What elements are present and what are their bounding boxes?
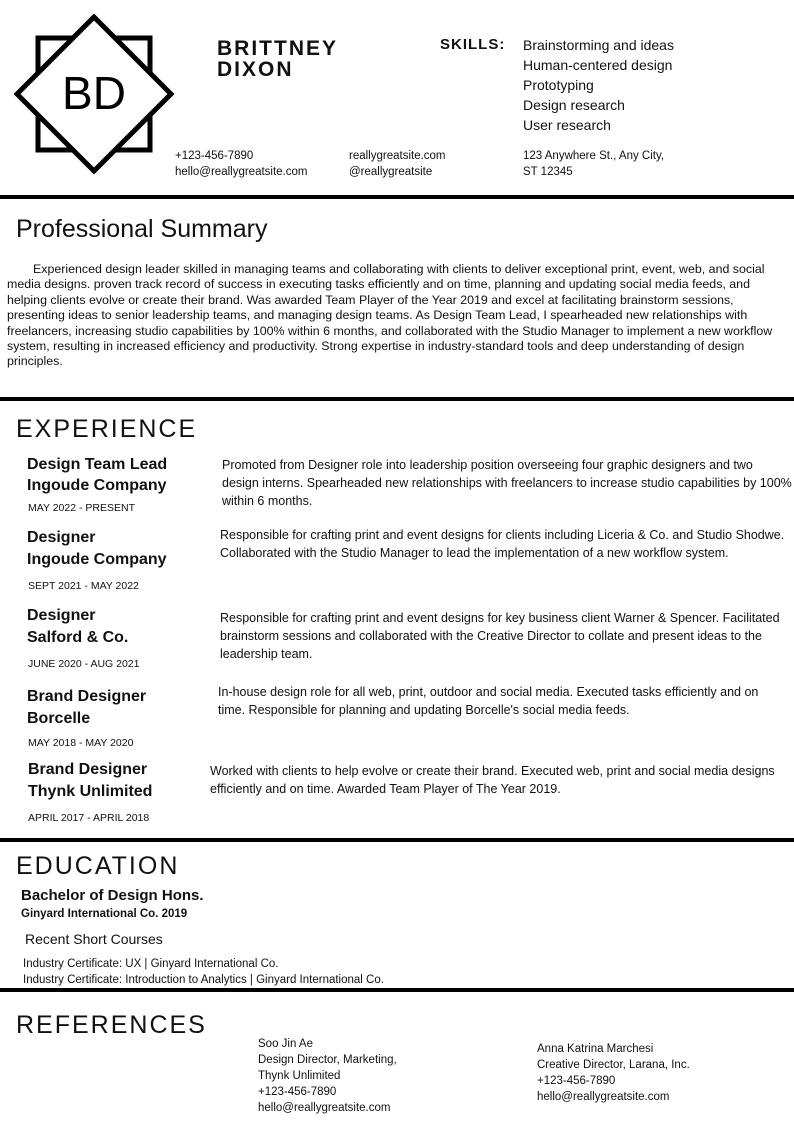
education-degree: Bachelor of Design Hons. (21, 887, 204, 904)
job-role: Design Team Lead (27, 456, 168, 473)
job-description: Promoted from Designer role into leadership position overseeing four graphic designers and two design interns. Spearheaded new relationships with freelancers to increase studio capabilities by 100% within 6 months. (222, 458, 792, 508)
skill-item: User research (523, 117, 611, 133)
job-company: Borcelle (27, 710, 91, 727)
reference-email: hello@reallygreatsite.com (258, 1102, 391, 1114)
job-company: Ingoude Company (27, 477, 167, 494)
summary-text: Experienced design leader skilled in managing teams and collaborating with clients to deliver exceptional print, event, web, and social media designs. proven track record of success in executing tasks efficiently and on time, planning and updating social media feeds, and helping clients evolve or create their brand. Was awarded Team Player of the Year 2019 and excel at facilitating brainstorm sessions, presenting ideas to senior leadership teams, and managing design teams. As Design Team Lead, I spearheaded new relationships with freelancers, increasing studio capabilities by 100% within 6 months, and collaborated with the Studio Manager to implement a new workflow system, resulting in increased efficiency and productivity. Strong expertise in industry-standard tools and deep understanding of design principles. (7, 262, 773, 369)
divider-experience (0, 838, 794, 842)
divider-summary (0, 397, 794, 401)
job-dates: MAY 2022 - PRESENT (28, 502, 135, 514)
job-company: Thynk Unlimited (28, 783, 153, 800)
job-description: Responsible for crafting print and event designs for clients including Liceria & Co. and Studio Shodwe. Collaborated with the Studio Manager to lead the implementation of a new workflow system. (220, 528, 785, 560)
phone-number: +123-456-7890 (175, 150, 254, 162)
person-name (217, 38, 338, 80)
social-handle: @reallygreatsite (349, 166, 433, 178)
reference-entry (537, 1041, 690, 1105)
skills-label: SKILLS: (440, 36, 506, 53)
reference-name: Anna Katrina Marchesi (537, 1043, 654, 1055)
skill-item: Brainstorming and ideas (523, 37, 674, 53)
job-role: Designer (27, 607, 96, 624)
education-title: EDUCATION (16, 852, 180, 880)
divider-header (0, 195, 794, 199)
job-role: Brand Designer (28, 761, 148, 778)
contact-phone-email (175, 148, 307, 180)
logo-monogram: BD (62, 67, 126, 119)
courses-heading: Recent Short Courses (25, 931, 163, 947)
reference-entry (258, 1036, 397, 1116)
monogram-logo (14, 14, 174, 174)
skill-item: Human-centered design (523, 57, 673, 73)
name-last: DIXON (217, 58, 294, 81)
reference-email: hello@reallygreatsite.com (537, 1091, 670, 1103)
job-description: Worked with clients to help evolve or create their brand. Executed web, print and social media designs efficiently and on time. Awarded Team Player of The Year 2019. (210, 764, 775, 796)
divider-education (0, 988, 794, 992)
job-dates: SEPT 2021 - MAY 2022 (28, 580, 139, 592)
contact-address (523, 148, 664, 180)
address-line-1: 123 Anywhere St., Any City, (523, 150, 665, 162)
name-first: BRITTNEY (217, 37, 338, 60)
reference-name: Soo Jin Ae (258, 1038, 313, 1050)
job-description: In-house design role for all web, print, outdoor and social media. Executed tasks efficiently and on time. Responsible for planning and updating Borcelle's social media feeds. (218, 685, 759, 717)
job-role: Designer (27, 529, 96, 546)
certificate-item: Industry Certificate: UX | Ginyard International Co. (23, 958, 279, 970)
address-line-2: ST 12345 (523, 166, 573, 178)
summary-title: Professional Summary (16, 215, 268, 243)
reference-position: Creative Director, Larana, Inc. (537, 1059, 690, 1071)
website-link: reallygreatsite.com (349, 150, 446, 162)
job-role: Brand Designer (27, 688, 147, 705)
skill-item: Prototyping (523, 77, 594, 93)
job-dates: JUNE 2020 - AUG 2021 (28, 658, 140, 670)
skills-list (523, 35, 674, 135)
job-dates: APRIL 2017 - APRIL 2018 (28, 812, 150, 824)
education-school: Ginyard International Co. 2019 (21, 908, 188, 920)
skill-item: Design research (523, 97, 625, 113)
job-company: Ingoude Company (27, 551, 167, 568)
certificate-item: Industry Certificate: Introduction to Analytics | Ginyard International Co. (23, 974, 384, 986)
job-company: Salford & Co. (27, 629, 129, 646)
experience-title: EXPERIENCE (16, 415, 198, 443)
reference-phone: +123-456-7890 (537, 1075, 616, 1087)
references-title: REFERENCES (16, 1011, 207, 1039)
email-address: hello@reallygreatsite.com (175, 166, 308, 178)
contact-web (349, 148, 446, 180)
reference-position: Design Director, Marketing, (258, 1054, 397, 1066)
job-description: Responsible for crafting print and event designs for key business client Warner & Spencer. Facilitated brainstorm sessions and collaborated with the Creative Director to collate and present ideas to the leadership team. (220, 611, 780, 661)
reference-company: Thynk Unlimited (258, 1070, 341, 1082)
reference-phone: +123-456-7890 (258, 1086, 337, 1098)
job-dates: MAY 2018 - MAY 2020 (28, 737, 134, 749)
